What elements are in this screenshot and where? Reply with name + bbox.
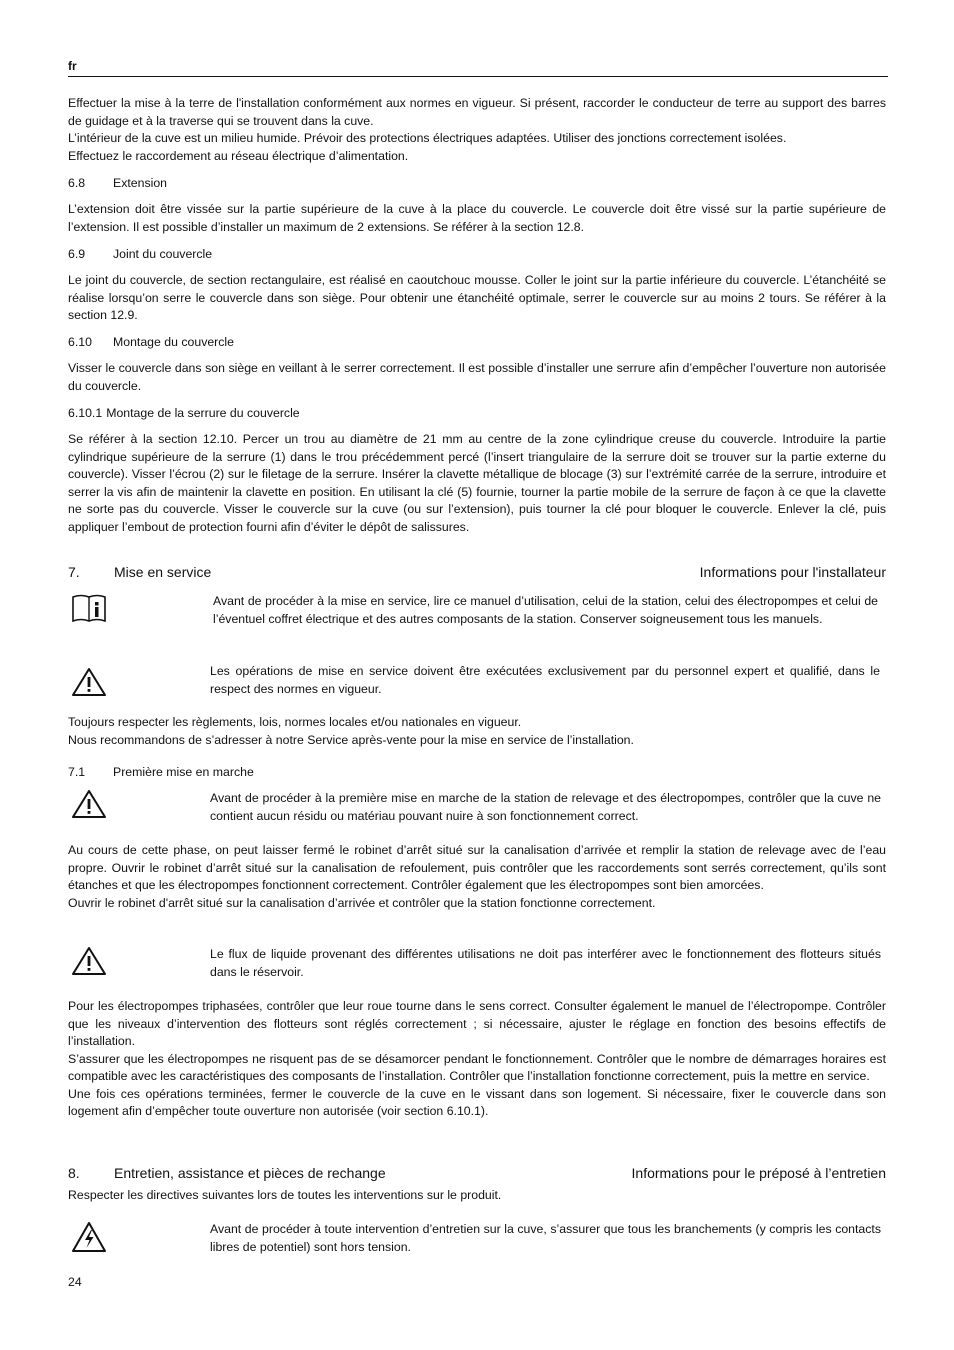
language-code: fr — [68, 59, 77, 73]
section-6-10-1-text: Se référer à la section 12.10. Percer un trou au diamètre de 21 mm au centre de la zone cylindrique creuse du couvercle. Introduire la partie cylindrique supérieure de la serrure (1) dans le trou précédemment percé (l’insert triangulaire de la serrure doit se trouver sur la partie externe du couvercle). Visser l’écrou (2) sur le filetage de la serrure. Insérer la clavette métallique de blocage (3) sur l’extrémité carrée de la serrure, introduire et serrer la vis afin de maintenir la clavette en position. En utilisant la clé (5) fournie, tourner la partie mobile de la serrure de façon à ce que la clavette ne sorte pas du couvercle. Visser le couvercle sur la cuve (ou sur l’extension), puis tourner la clé pour bloquer le couvercle. Enlever la clé, puis appliquer l’embout de protection fourni afin d’éviter le dépôt de salissures. — [68, 432, 886, 534]
section-7-1-text-continued: Pour les électropompes triphasées, contrôler que leur roue tourne dans le sens correct. Consulter également le manuel de l’électropompe. Contrôler que les niveaux d’intervention des flotteurs sont réglés correctement ; si nécessaire, ajuster le réglage en fonction des besoins effectifs de l’installation. S’assurer que les électropompes ne risquent pas de se désamorcer pendant le fonctionnement. Contrôler que le nombre de démarrages horaires est compatible avec les caractéristiques des composants de l’installation. Contrôler que l’installation fonctionne correctement, puis la mettre en service. Une fois ces opérations terminées, fermer le couvercle de la cuve en le vissant dans son logement. Si nécessaire, fixer le couvercle dans son logement afin d’empêcher toute ouverture non autorisée (voir section 6.10.1). — [68, 999, 886, 1118]
section-6-9-text: Le joint du couvercle, de section rectangulaire, est réalisé en caoutchouc mousse. Coller le joint sur la partie inférieure du couvercle. L’étanchéité se réalise lorsqu’on serre le couvercle dans son siège. Pour obtenir une étanchéité optimale, serrer le couvercle sur au moins 2 tours. Se référer à la section 12.9. — [68, 273, 886, 322]
note-electrical: Avant de procéder à toute intervention d’entretien sur la cuve, s’assurer que tous les branchements (y compris les contacts libres de potentiel) sont hors tension. — [210, 1222, 881, 1254]
section-heading-6-10-1: 6.10.1 Montage de la serrure du couvercle — [68, 406, 300, 420]
electrical-hazard-icon — [71, 1221, 107, 1253]
intro-paragraph: Effectuer la mise à la terre de l'installation conformément aux normes en vigueur. Si présent, raccorder le conducteur de terre au support des barres de guidage et à la traverse qui se trouvent dans la cuve. — [68, 96, 886, 128]
warning-triangle-icon — [71, 667, 107, 697]
intro-paragraph: Effectuez le raccordement au réseau électrique d’alimentation. — [68, 148, 409, 163]
section-heading-6-8: 6.8 Extension — [68, 176, 168, 190]
section-7-1-text: Au cours de cette phase, on peut laisser fermé le robinet d’arrêt situé sur la canalisation d’arrivée et remplir la station de relevage avec de l’eau propre. Ouvrir le robinet d’arrêt situé sur la canalisation de refoulement, puis contrôler que les raccordements sont serrés correctement, qu’ils sont étanches et que les électropompes fonctionnent correctement. Contrôler également que les électropompes sont bien amorcées. Ouvrir le robinet d'arrêt situé sur la canalisation d’arrivée et contrôler que la station fonctionne correctement. — [68, 843, 886, 910]
section-6-10-text: Visser le couvercle dans son siège en veillant à le serrer correctement. Il est possible d’installer une serrure afin d’empêcher l’ouverture non autorisée du couvercle. — [68, 361, 886, 393]
intro-paragraph: L’intérieur de la cuve est un milieu humide. Prévoir des protections électriques adaptées. Utiliser des jonctions correctement isolées. — [68, 131, 787, 145]
section-heading-6-10: 6.10 Montage du couvercle — [68, 335, 234, 349]
section-heading-8: 8. Entretien, assistance et pièces de rechange Informations pour le préposé à l’entretien — [68, 1165, 886, 1181]
note-warning: Le flux de liquide provenant des différentes utilisations ne doit pas interférer avec le fonctionnement des flotteurs situés dans le réservoir. — [210, 947, 881, 979]
note-manual: Avant de procéder à la mise en service, lire ce manuel d’utilisation, celui de la station, celui des électropompes et celui de l’éventuel coffret électrique et des autres composants de la station. Conserver soigneusement tous les manuels. — [213, 594, 878, 626]
section-7-text: Toujours respecter les règlements, lois, normes locales et/ou nationales en vigueur. Nous recommandons de s’adresser à notre Service après-vente pour la mise en service de l’installation. — [68, 715, 634, 747]
warning-triangle-icon — [71, 789, 107, 819]
manual-book-icon — [71, 594, 107, 624]
section-6-8-text: L’extension doit être vissée sur la partie supérieure de la cuve à la place du couvercle. Le couvercle doit être vissé sur la partie supérieure de l’extension. Il est possible d’installer un maximum de 2 extensions. Se référer à la section 12.8. — [68, 202, 886, 234]
section-heading-6-9: 6.9 Joint du couvercle — [68, 247, 213, 261]
intro-block — [68, 95, 886, 165]
note-warning: Les opérations de mise en service doivent être exécutées exclusivement par du personnel expert et qualifié, dans le respect des normes en vigueur. — [210, 664, 880, 696]
audience-label: Informations pour le préposé à l’entretien — [631, 1165, 886, 1181]
section-heading-7-1: 7.1 Première mise en marche — [68, 765, 254, 779]
audience-label: Informations pour l'installateur — [699, 564, 886, 580]
warning-triangle-icon — [71, 946, 107, 976]
page-number: 24 — [68, 1275, 82, 1289]
section-heading-7: 7. Mise en service Informations pour l'installateur — [68, 564, 886, 580]
header-rule — [68, 76, 888, 77]
note-warning: Avant de procéder à la première mise en marche de la station de relevage et des électropompes, contrôler que la cuve ne contient aucun résidu ou matériau pouvant nuire à son fonctionnement correct. — [210, 791, 881, 823]
section-8-text: Respecter les directives suivantes lors de toutes les interventions sur le produit. — [68, 1188, 502, 1202]
